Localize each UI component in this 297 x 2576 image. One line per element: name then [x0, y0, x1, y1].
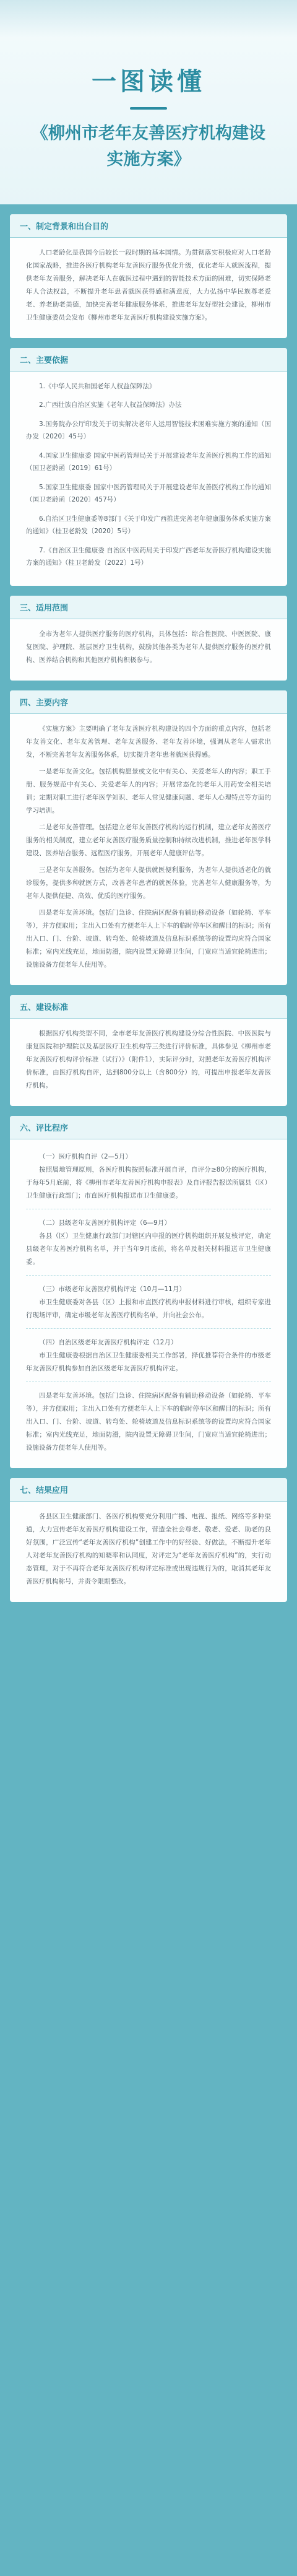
section-heading [10, 596, 287, 619]
basis-item: 1.《中华人民共和国老年人权益保障法》 [39, 383, 156, 390]
basis-item: 4.国家卫生健康委 国家中医药管理局关于开展建设老年友善医疗机构工作的通知（国卫老龄函〔2019〕61号） [26, 451, 271, 472]
section-paragraph: 全市为老年人提供医疗服务的医疗机构，具体包括：综合性医院、中医医院、康复医院、护理院、基层医疗卫生机构，鼓励其他各类为老年人提供医疗服务的医疗机构、医养结合机构和其他医疗机构积极参与。 [26, 630, 271, 664]
section-heading [10, 348, 287, 372]
section-heading-text: 七、结果应用 [20, 1486, 69, 1495]
procedure-step-text: 市卫生健康委根据自治区卫生健康委相关工作部署，择优推荐符合条件的市级老年友善医疗机构参加自治区级老年友善医疗机构评定。 [26, 1351, 271, 1372]
section-heading [10, 214, 287, 238]
basis-item: 7.《自治区卫生健康委 自治区中医药局关于印发广西老年友善医疗机构建设实施方案的通知》（桂卫老龄发〔2022〕1号） [26, 546, 271, 567]
divider [26, 1328, 271, 1329]
section-scope [10, 596, 287, 681]
basis-item: 2.广西壮族自治区实施《老年人权益保障法》办法 [39, 401, 182, 409]
section-heading-text: 四、主要内容 [20, 698, 69, 708]
procedure-step-title: （四）自治区级老年友善医疗机构评定（12月） [39, 1338, 178, 1346]
section-paragraph: 人口老龄化是我国今后较长一段时期的基本国情。为贯彻落实积极应对人口老龄化国家战略，推进各医疗机构老年友善医疗服务优化升级，优化老年人就医流程，提供老年友善服务，解决老年人在就医过程中遇到的智能技术方面的困难，切实保障老年人合法权益，不断提升老年患者就医获得感和满意度，大力弘扬中华民族尊老爱老、养老助老美德，加快完善老年健康服务体系，推进老年友好型社会建设，柳州市卫生健康委员会发布《柳州市老年友善医疗机构建设实施方案》。 [26, 249, 271, 321]
section-paragraph: 《实施方案》主要明确了老年友善医疗机构建设的四个方面的重点内容，包括老年友善文化、老年友善管理、老年友善服务、老年友善环境，强调从老年人需求出发，不断完善老年友善服务体系，切实提升老年患者就医获得感。 [26, 724, 271, 759]
procedure-step-title: （一）医疗机构自评（2—5月） [39, 1152, 132, 1160]
section-background [10, 214, 287, 338]
header-banner [0, 0, 297, 204]
basis-item: 5.国家卫生健康委 国家中医药管理局关于开展建设老年友善医疗机构工作的通知（国卫老龄函〔2020〕457号） [26, 483, 271, 504]
section-paragraph: 三是老年友善服务。包括为老年人提供就医便利服务，为老年人提供适老化的就诊服务，提供多种就医方式，改善老年患者的就医体验，完善老年人健康服务等，为老年人提供便捷、高效、优质的医疗服务。 [26, 866, 271, 900]
section-heading [10, 995, 287, 1019]
title-underline [130, 107, 167, 110]
procedure-step-text: 市卫生健康委对各县（区）上报和市直医疗机构申报材料进行审核，组织专家进行现场评审，确定市级老年友善医疗机构名单，并向社会公布。 [26, 1298, 271, 1319]
section-paragraph: 二是老年友善管理。包括建立老年友善医疗机构的运行机制，建立老年友善医疗服务的相关制度，建立老年友善医疗服务质量控制和持续改进机制，推进老年医学科建设、医养结合服务、远程医疗服务，开展老年人健康评估等。 [26, 823, 271, 857]
procedure-step-title: （三）市级老年友善医疗机构评定（10月—11月） [39, 1285, 186, 1293]
basis-item: 6.自治区卫生健康委等8部门《关于印发广西推进完善老年健康服务体系实施方案的通知》（桂卫老龄发〔2020〕5号） [26, 515, 271, 536]
section-paragraph: 各县区卫生健康部门、各医疗机构要充分利用广播、电视、报纸、网络等多种渠道，大力宣传老年友善医疗机构建设工作，营造全社会尊老、敬老、爱老、助老的良好氛围，广泛宣传“老年友善医疗机构”创建工作中的好经验、好做法，不断提升老年人对老年友善医疗机构的知晓率和认同度，对评定为“老年友善医疗机构”的，实行动态管理，对于不再符合老年友善医疗机构评定标准或出现违规行为的，取消其老年友善医疗机构称号，并责令限期整改。 [26, 1512, 271, 1585]
section-heading [10, 1478, 287, 1502]
section-procedure [10, 1116, 287, 1468]
section-heading-text: 五、建设标准 [20, 1003, 69, 1012]
section-paragraph: 四是老年友善环境。包括门急诊、住院病区配备有辅助移动设备（如轮椅、平车等），并方便取用；主出入口处有方便老年人上下车的临时停车区和醒目的标识；所有出入口、门、台阶、坡道、转弯处、轮椅坡道及信息标识系统等的设置均应符合国家标准；室内光线充足，地面防滑，院内设置无障碍卫生间，门宽应当适宜轮椅进出；设施设备方便老年人使用等。 [26, 1391, 271, 1451]
basis-item: 3.国务院办公厅印发关于切实解决老年人运用智能技术困难实施方案的通知（国办发〔2020〕45号） [26, 420, 271, 441]
page-title: 一图读懂 [92, 67, 205, 96]
procedure-step-title: （二）县级老年友善医疗机构评定（6—9月） [39, 1219, 171, 1227]
section-standards [10, 995, 287, 1106]
section-heading-text: 三、适用范围 [20, 603, 69, 613]
section-main-content [10, 690, 287, 985]
bottom-band [0, 1602, 297, 1621]
divider [26, 1275, 271, 1276]
section-heading [10, 690, 287, 714]
section-paragraph: 四是老年友善环境。包括门急诊、住院病区配备有辅助移动设备（如轮椅、平车等），并方便取用；主出入口处有方便老年人上下车的临时停车区和醒目的标识；所有出入口、门、台阶、坡道、转弯处、轮椅坡道及信息标识系统等的设置均应符合国家标准；室内光线充足，地面防滑，院内设置无障碍卫生间，门宽应当适宜轮椅进出；设施设备方便老年人使用等。 [26, 908, 271, 968]
section-heading-text: 二、主要依据 [20, 356, 69, 365]
section-heading-text: 六、评比程序 [20, 1123, 69, 1133]
section-heading-text: 一、制定背景和出台目的 [20, 222, 109, 232]
section-basis [10, 348, 287, 586]
procedure-step-text: 各县（区）卫生健康行政部门对辖区内申报的医疗机构组织开展复核评定，确定县级老年友善医疗机构名单，并于当年9月底前，将名单及相关材料报送市卫生健康委。 [26, 1232, 271, 1266]
page-subtitle: 《柳州市老年友善医疗机构建设实施方案》 [32, 124, 265, 169]
section-heading [10, 1116, 287, 1139]
section-paragraph: 一是老年友善文化。包括机构愿景或文化中有关心、关爱老年人的内容；职工手册、服务规范中有关心、关爱老年人的内容；开展常态化的老年人用药安全相关培训；定期对职工进行老年医学知识、老年人常见健康问题、老年人心理特点等方面的学习培训。 [26, 767, 271, 814]
procedure-step-text: 按照属地管理原则，各医疗机构按照标准开展自评，自评分≥80分的医疗机构，于每年5月底前，将《柳州市老年友善医疗机构申报表》及自评报告报送所属县（区）卫生健康行政部门；市直医疗机构报送市卫生健康委。 [26, 1165, 271, 1199]
section-paragraph: 根据医疗机构类型不同，全市老年友善医疗机构建设分综合性医院、中医医院与康复医院和护理院以及基层医疗卫生机构等三类进行评价标准，具体参见《柳州市老年友善医疗机构评价标准（试行）》（附件1），实际评分时，对照老年友善医疗机构评价标准，由医疗机构自评，达到800分以上（含800分）的，可提出申报老年友善医疗机构。 [26, 1029, 271, 1089]
section-results [10, 1478, 287, 1602]
